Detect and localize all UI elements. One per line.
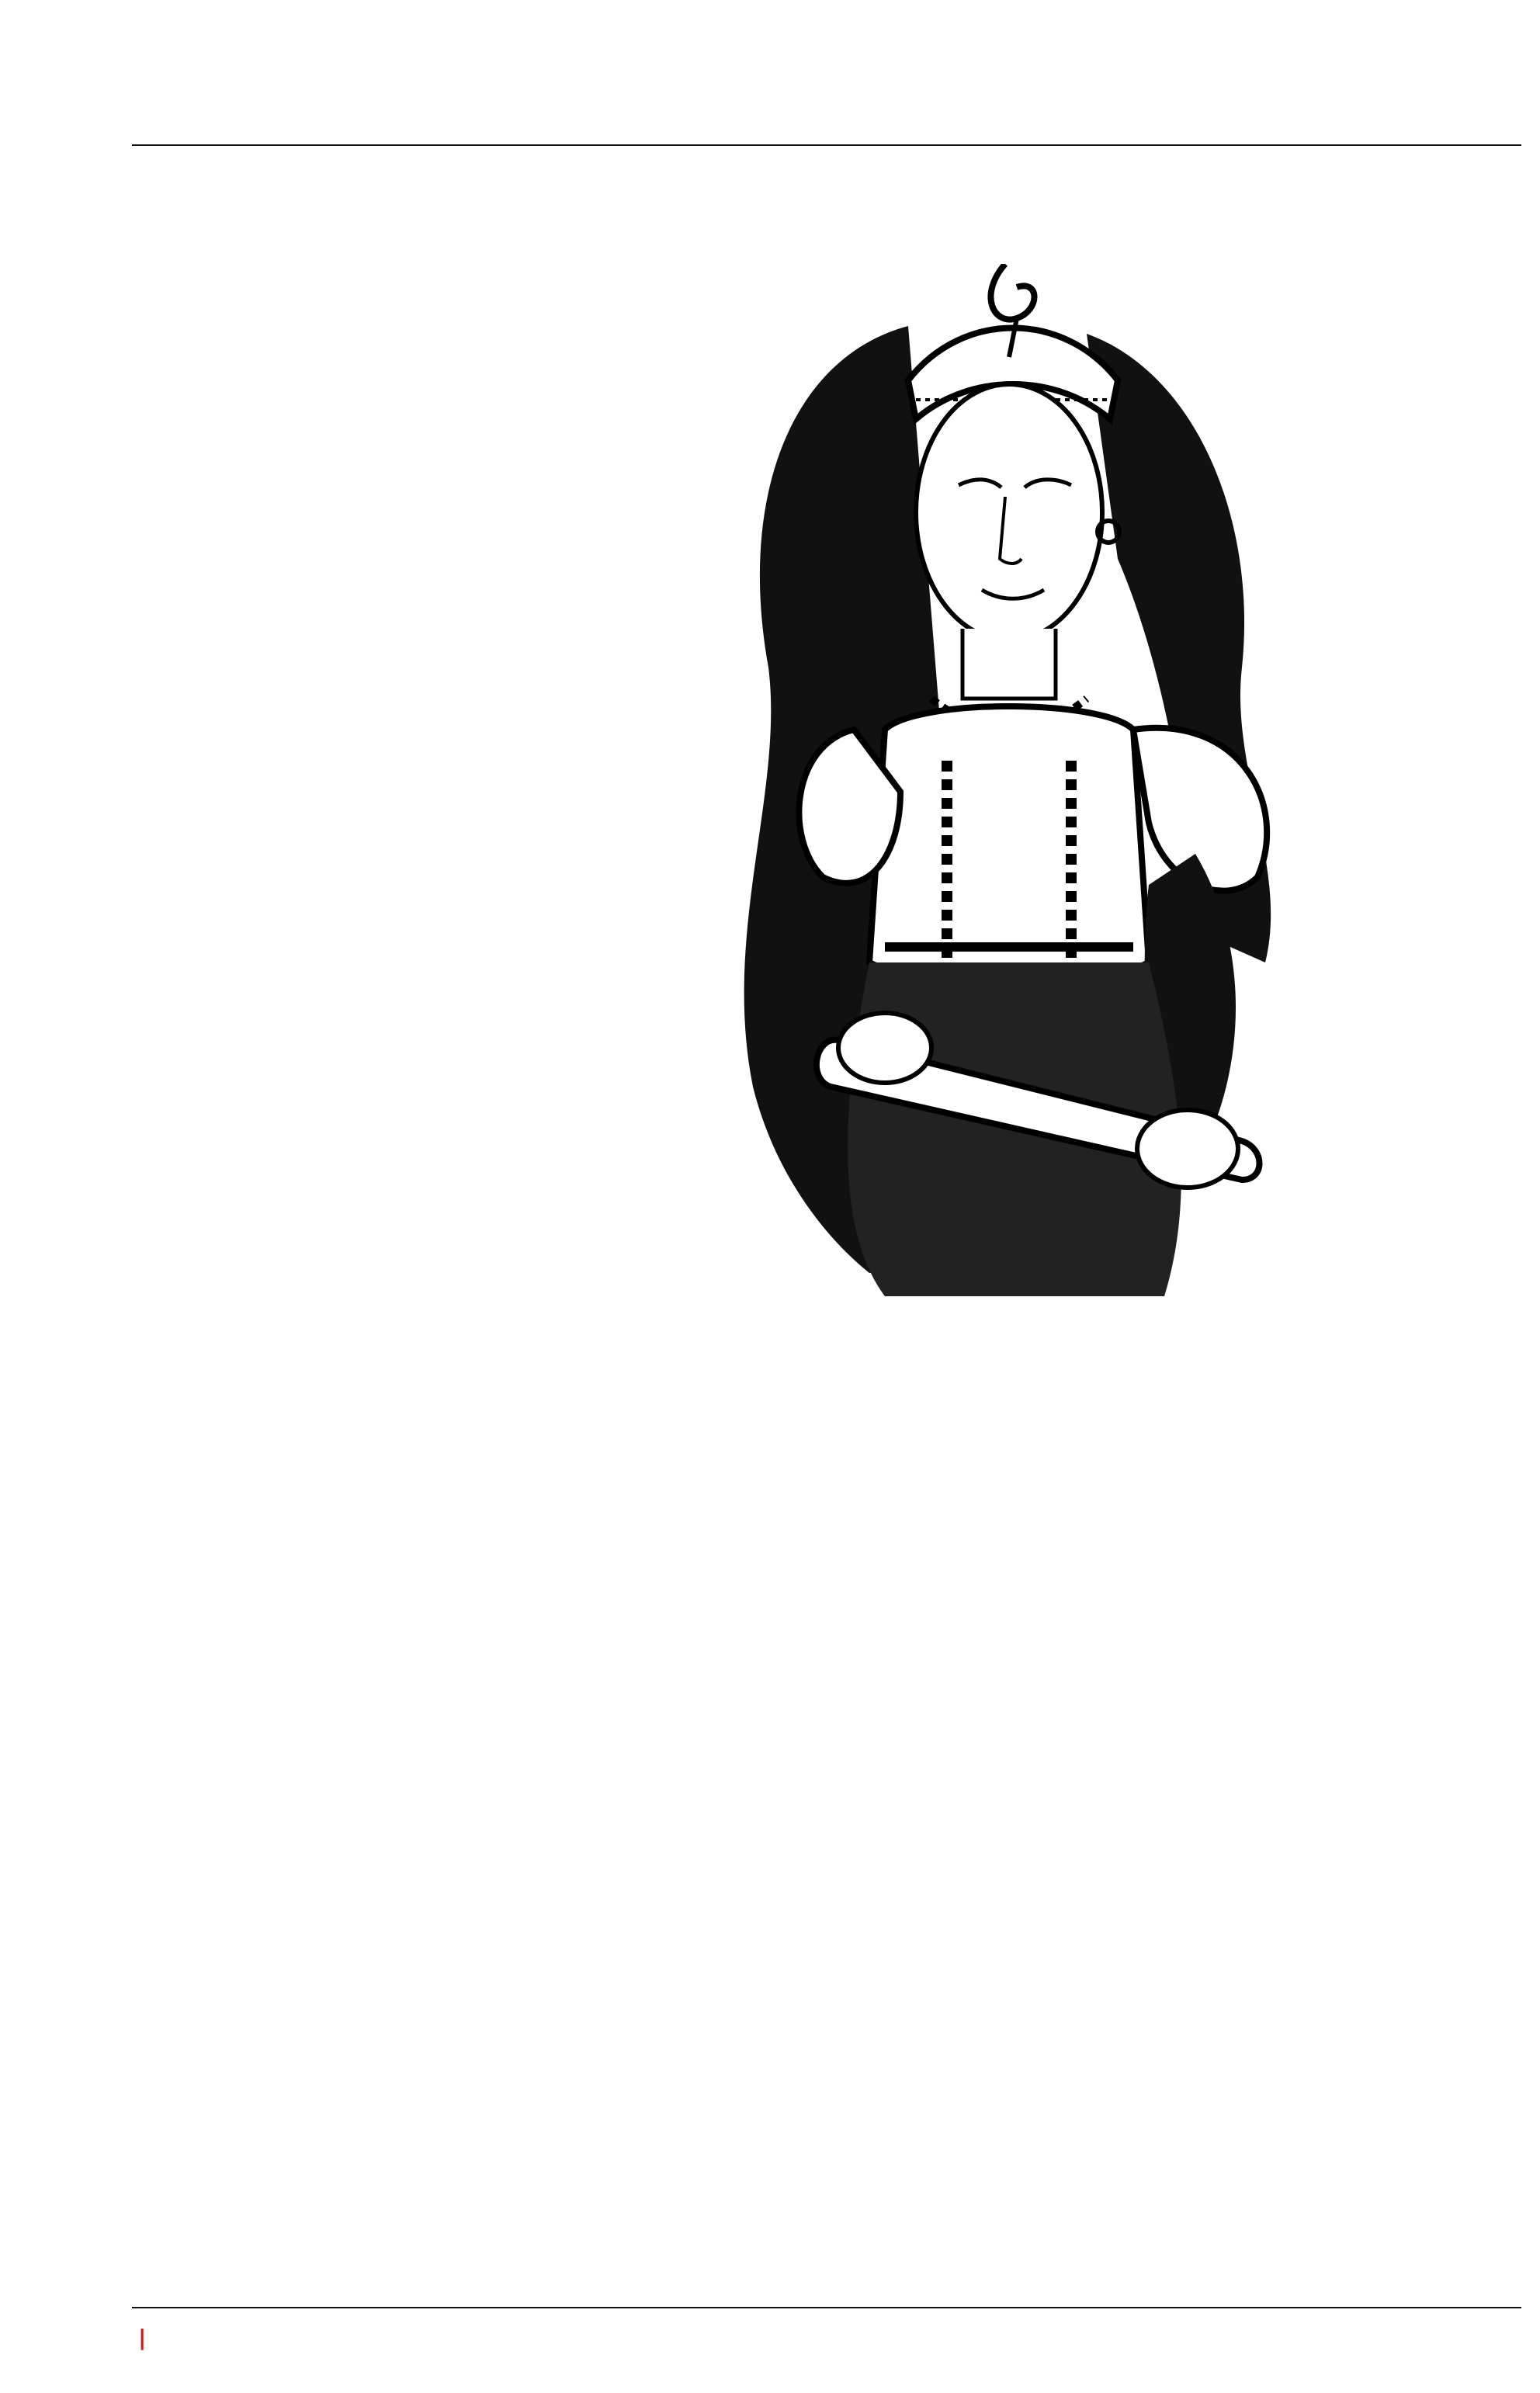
queen-engraving-icon: [652, 264, 1351, 1304]
top-rule: [132, 144, 1521, 146]
queen-illustration: [652, 264, 1351, 1304]
page-footer: [132, 2325, 152, 2350]
bottom-rule: [132, 2307, 1521, 2308]
footer-separator: |: [138, 2325, 147, 2350]
